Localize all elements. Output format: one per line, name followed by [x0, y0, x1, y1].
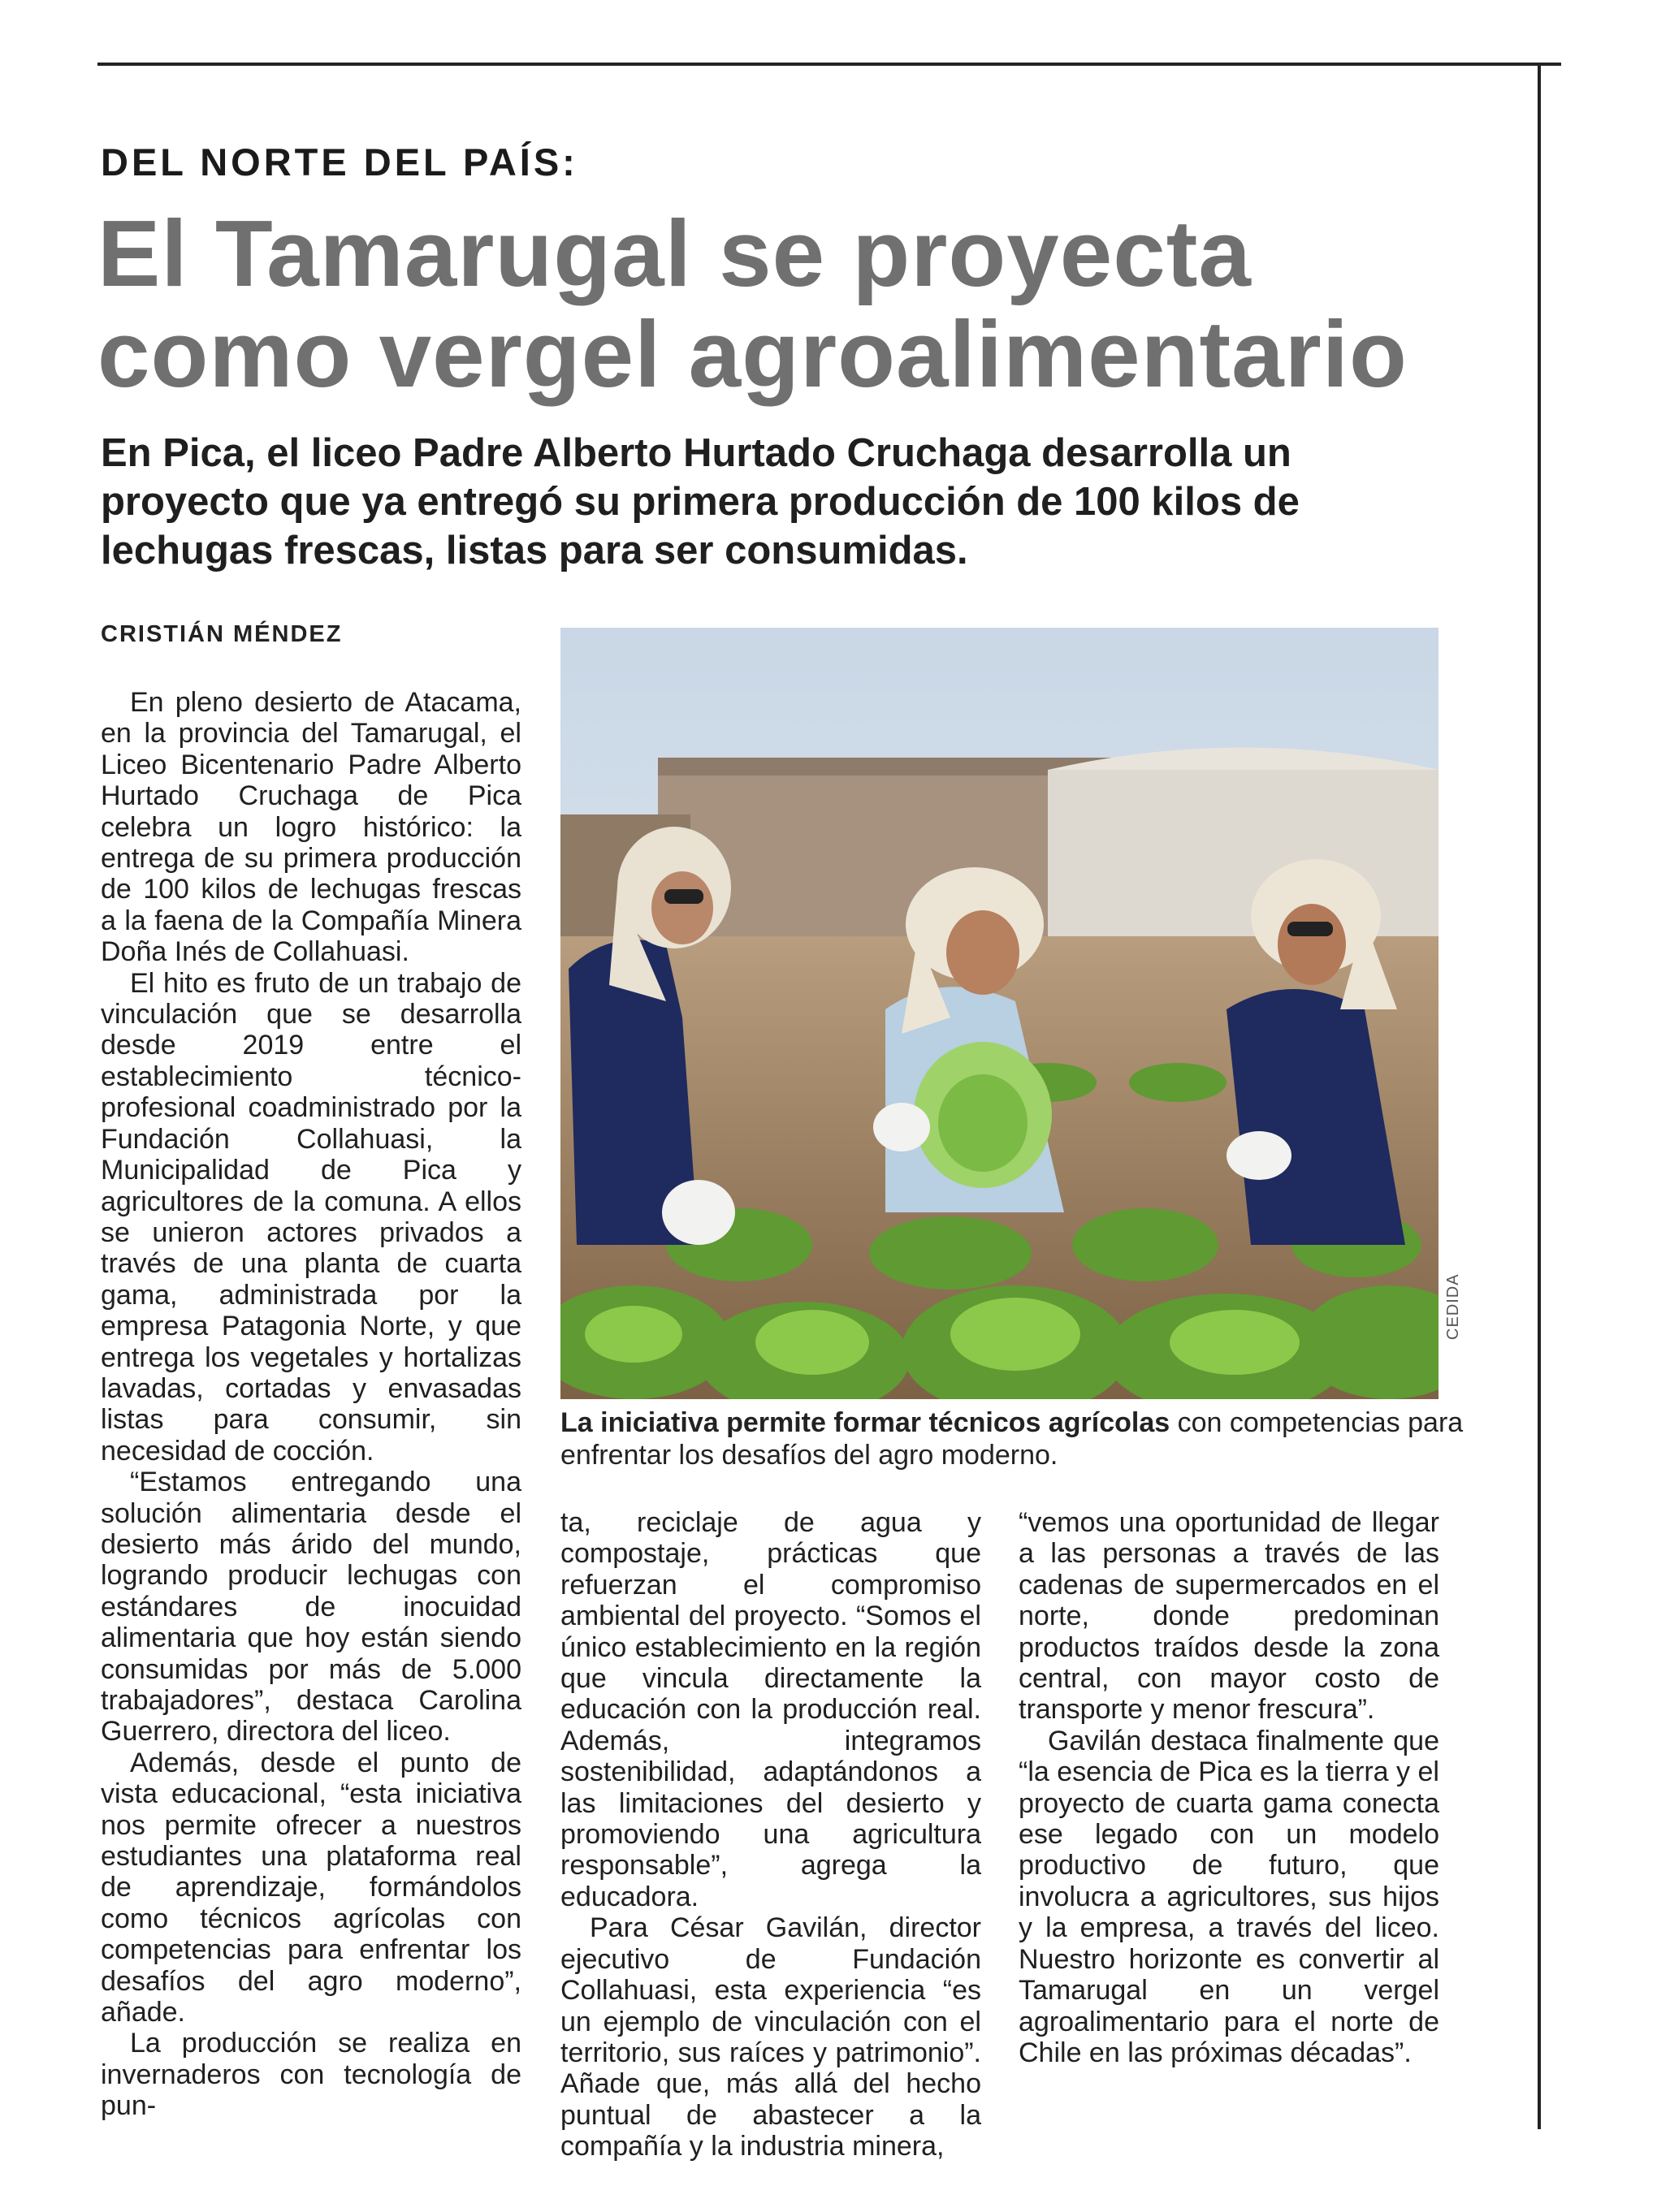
photo-illustration — [560, 628, 1439, 1399]
body-paragraph: La producción se realiza en invernaderos con tecnología de pun- — [101, 2028, 521, 2122]
standfirst: En Pica, el liceo Padre Alberto Hurtado Cruchaga desarrolla un proyecto que ya entregó su primera producción de 100 kilos de lechugas frescas, listas para ser consumidas. — [101, 431, 1300, 572]
body-paragraph: Además, desde el punto de vista educacional, “esta iniciativa nos permite ofrecer a nuestros estudiantes una plataforma real de aprendizaje, formándolos como técnicos agrícolas con competencias para enfrentar los desafíos del agro moderno”, añade. — [101, 1747, 521, 2028]
headline-line-1: El Tamarugal se proyecta — [97, 201, 1252, 306]
caption-rest: con competencias para enfrentar los desafíos del agro moderno. — [560, 1407, 1464, 1471]
body-paragraph: Gavilán destaca finalmente que “la esencia de Pica es la tierra y el proyecto de cuarta gama conecta ese legado con un modelo productivo de futuro, que involucra a agricultores, sus hijos y la empresa, a través del liceo. Nuestro horizonte es convertir al Tamarugal en un vergel agroalimentario para el norte de Chile en las próximas décadas”. — [1019, 1725, 1439, 2068]
right-rule — [1538, 63, 1541, 2129]
top-rule — [97, 63, 1561, 66]
column-3 — [1019, 1507, 1439, 2068]
column-1 — [101, 687, 521, 2122]
body-paragraph: “Estamos entregando una solución alimentaria desde el desierto más árido del mundo, logrando producir lechugas con estándares de inocuidad alimentaria que hoy están siendo consumidas por más de 5.000 trabajadores”, destaca Carolina Guerrero, directora del liceo. — [101, 1467, 521, 1748]
headline-line-2: como vergel agroalimentario — [97, 301, 1408, 407]
body-paragraph: ta, reciclaje de agua y compostaje, prácticas que refuerzan el compromiso ambiental del proyecto. “Somos el único establecimiento en la región que vincula directamente la educación con la producción real. Además, integramos sostenibilidad, adaptándonos a las limitaciones del desierto y promoviendo una agricultura responsable”, agrega la educadora. — [560, 1507, 981, 1912]
photo-credit: CEDIDA — [1444, 1273, 1462, 1340]
photo-caption — [560, 1406, 1470, 1471]
body-paragraph: “vemos una oportunidad de llegar a las personas a través de las cadenas de supermercados en el norte, donde predominan productos traídos desde la zona central, con mayor costo de transporte y menor frescura”. — [1019, 1507, 1439, 1726]
byline: CRISTIÁN MÉNDEZ — [101, 621, 343, 647]
body-paragraph: En pleno desierto de Atacama, en la provincia del Tamarugal, el Liceo Bicentenario Padre Alberto Hurtado Cruchaga de Pica celebra un logro histórico: la entrega de su primera producción de 100 kilos de lechugas frescas a la faena de la Compañía Minera Doña Inés de Collahuasi. — [101, 687, 521, 968]
kicker: DEL NORTE DEL PAÍS: — [101, 140, 578, 184]
body-paragraph: Para César Gavilán, director ejecutivo de Fundación Collahuasi, esta experiencia “es un ejemplo de vinculación con el territorio, sus raíces y patrimonio”. Añade que, más allá del hecho puntual de abastecer a la compañía y la industria minera, — [560, 1912, 981, 2162]
caption-bold: La iniciativa permite formar técnicos agrícolas — [560, 1407, 1170, 1438]
article-photo — [560, 628, 1439, 1399]
headline — [97, 201, 1527, 407]
body-paragraph: El hito es fruto de un trabajo de vinculación que se desarrolla desde 2019 entre el establecimiento técnico-profesional coadministrado por la Fundación Collahuasi, la Municipalidad de Pica y agricultores de la comuna. A ellos se unieron actores privados a través de una planta de cuarta gama, administrada por la empresa Patagonia Norte, y que entrega los vegetales y hortalizas lavadas, cortadas y envasadas listas para consumir, sin necesidad de cocción. — [101, 967, 521, 1467]
column-2 — [560, 1507, 981, 2162]
